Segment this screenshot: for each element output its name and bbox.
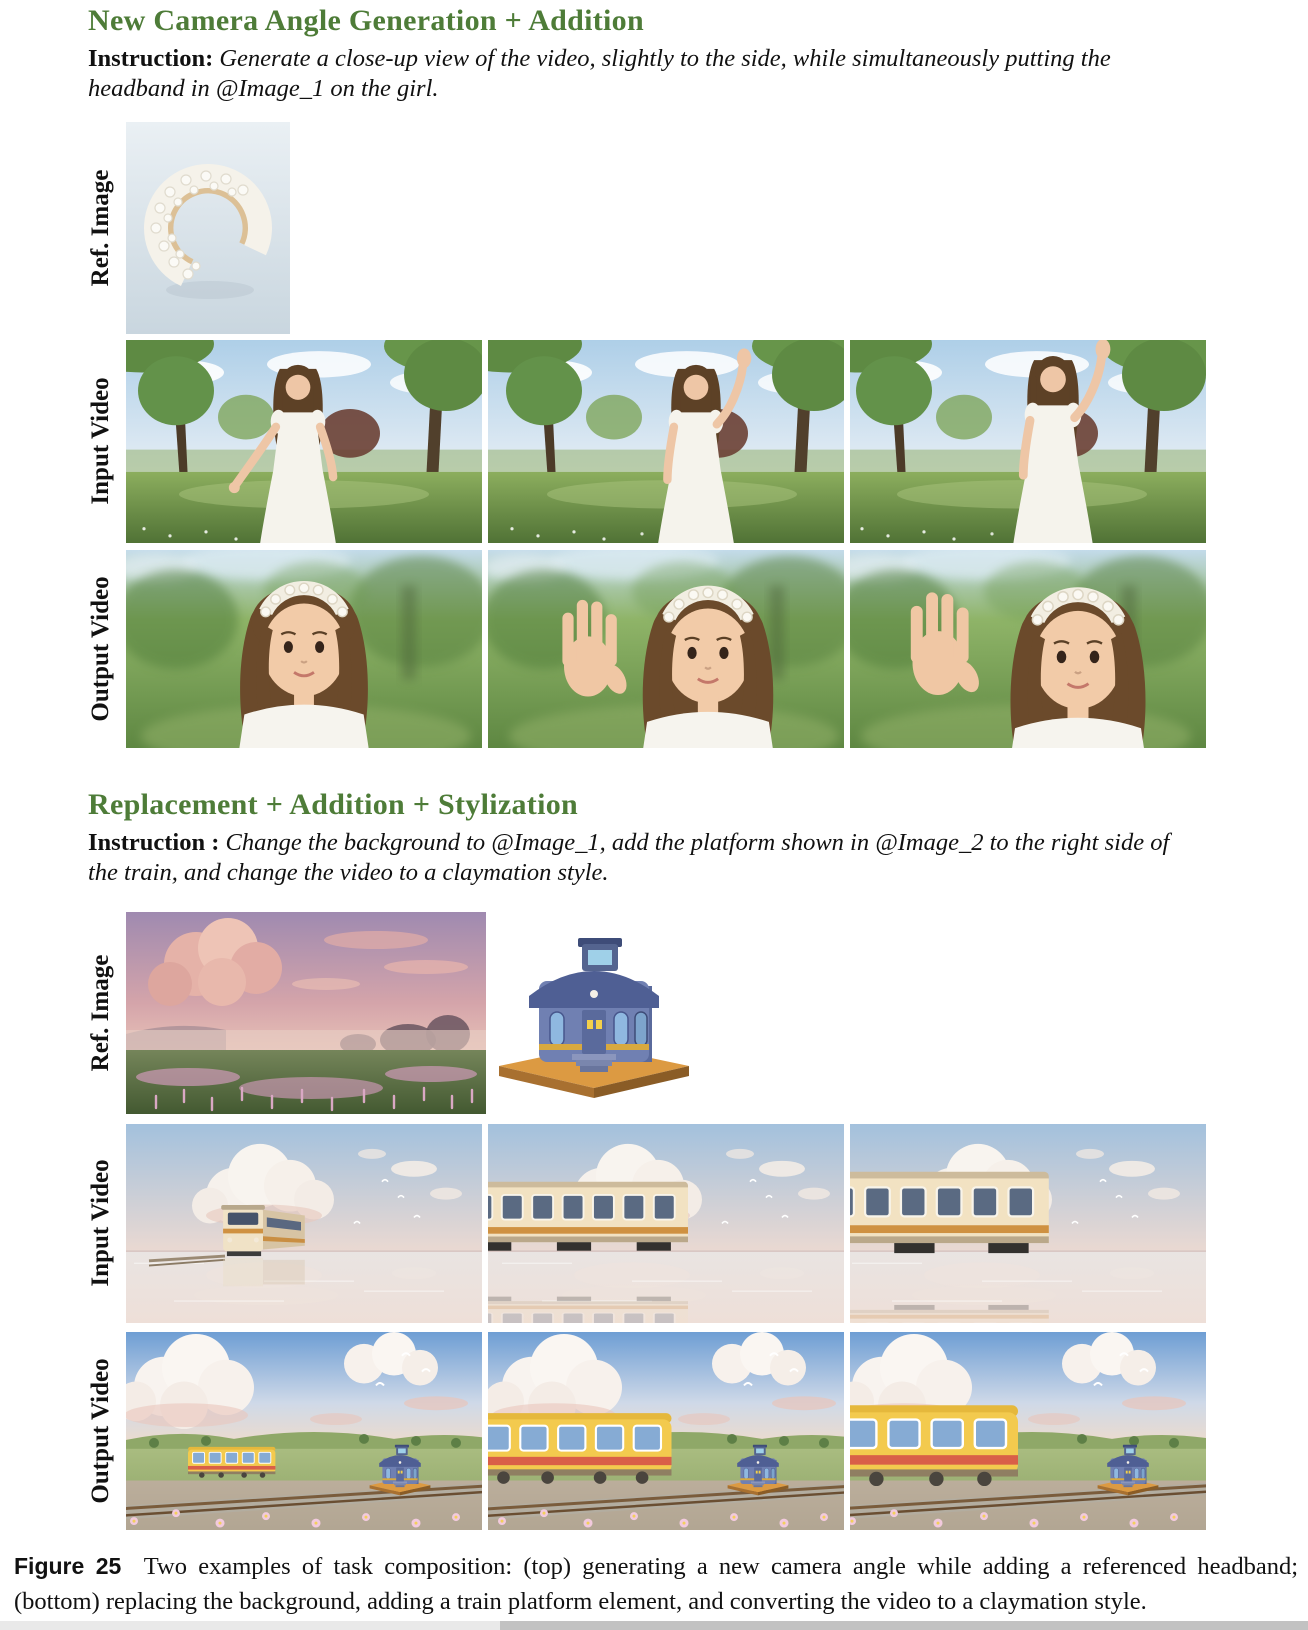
horizontal-scrollbar-track[interactable]	[0, 1621, 1308, 1630]
row-label-output-video-1: Output Video	[87, 576, 114, 722]
output-video-1-frame-2	[488, 550, 844, 748]
horizontal-scrollbar-thumb[interactable]	[500, 1621, 1308, 1630]
ref-image-train-platform	[494, 926, 694, 1101]
output-video-2-frame-1	[126, 1332, 482, 1530]
input-video-2-frame-2	[488, 1124, 844, 1323]
instruction-label: Instruction:	[88, 45, 214, 72]
input-video-2-frame-1	[126, 1124, 482, 1323]
ref-image-pink-meadow	[126, 912, 486, 1114]
input-video-1-frame-1	[126, 340, 482, 543]
output-video-1-frame-3	[850, 550, 1206, 748]
output-video-2-frame-2	[488, 1332, 844, 1530]
row-label-ref-image-1: Ref. Image	[87, 169, 114, 287]
row-label-output-video-2: Output Video	[87, 1358, 114, 1504]
figure-caption-text: Two examples of task composition: (top) generating a new camera angle while adding a referenced headband; (bottom) replacing the background, adding a train platform element, and converting the video to a claymation style.	[14, 1553, 1299, 1615]
input-video-2-frame-3	[850, 1124, 1206, 1323]
figure-caption	[14, 1549, 1298, 1619]
row-label-ref-image-2: Ref. Image	[87, 954, 114, 1072]
output-video-1-frame-1	[126, 550, 482, 748]
section-1-title: New Camera Angle Generation + Addition	[88, 4, 644, 37]
figure-caption-label: Figure 25	[14, 1553, 122, 1579]
input-video-1-frame-2	[488, 340, 844, 543]
row-label-input-video-2: Input Video	[87, 1159, 114, 1287]
instruction-text: Generate a close-up view of the video, slightly to the side, while simultaneously putting the headband in @Image_1 on the girl.	[88, 45, 1111, 102]
input-video-1-frame-3	[850, 340, 1206, 543]
section-1-instruction	[88, 44, 1176, 104]
output-video-2-frame-3	[850, 1332, 1206, 1530]
instruction-label: Instruction :	[88, 829, 220, 856]
instruction-text: Change the background to @Image_1, add the platform shown in @Image_2 to the right side of the train, and change the video to a claymation style.	[88, 829, 1170, 886]
ref-image-headband	[126, 122, 290, 334]
section-2-title: Replacement + Addition + Stylization	[88, 788, 578, 821]
row-label-input-video-1: Input Video	[87, 377, 114, 505]
section-2-instruction	[88, 828, 1176, 888]
